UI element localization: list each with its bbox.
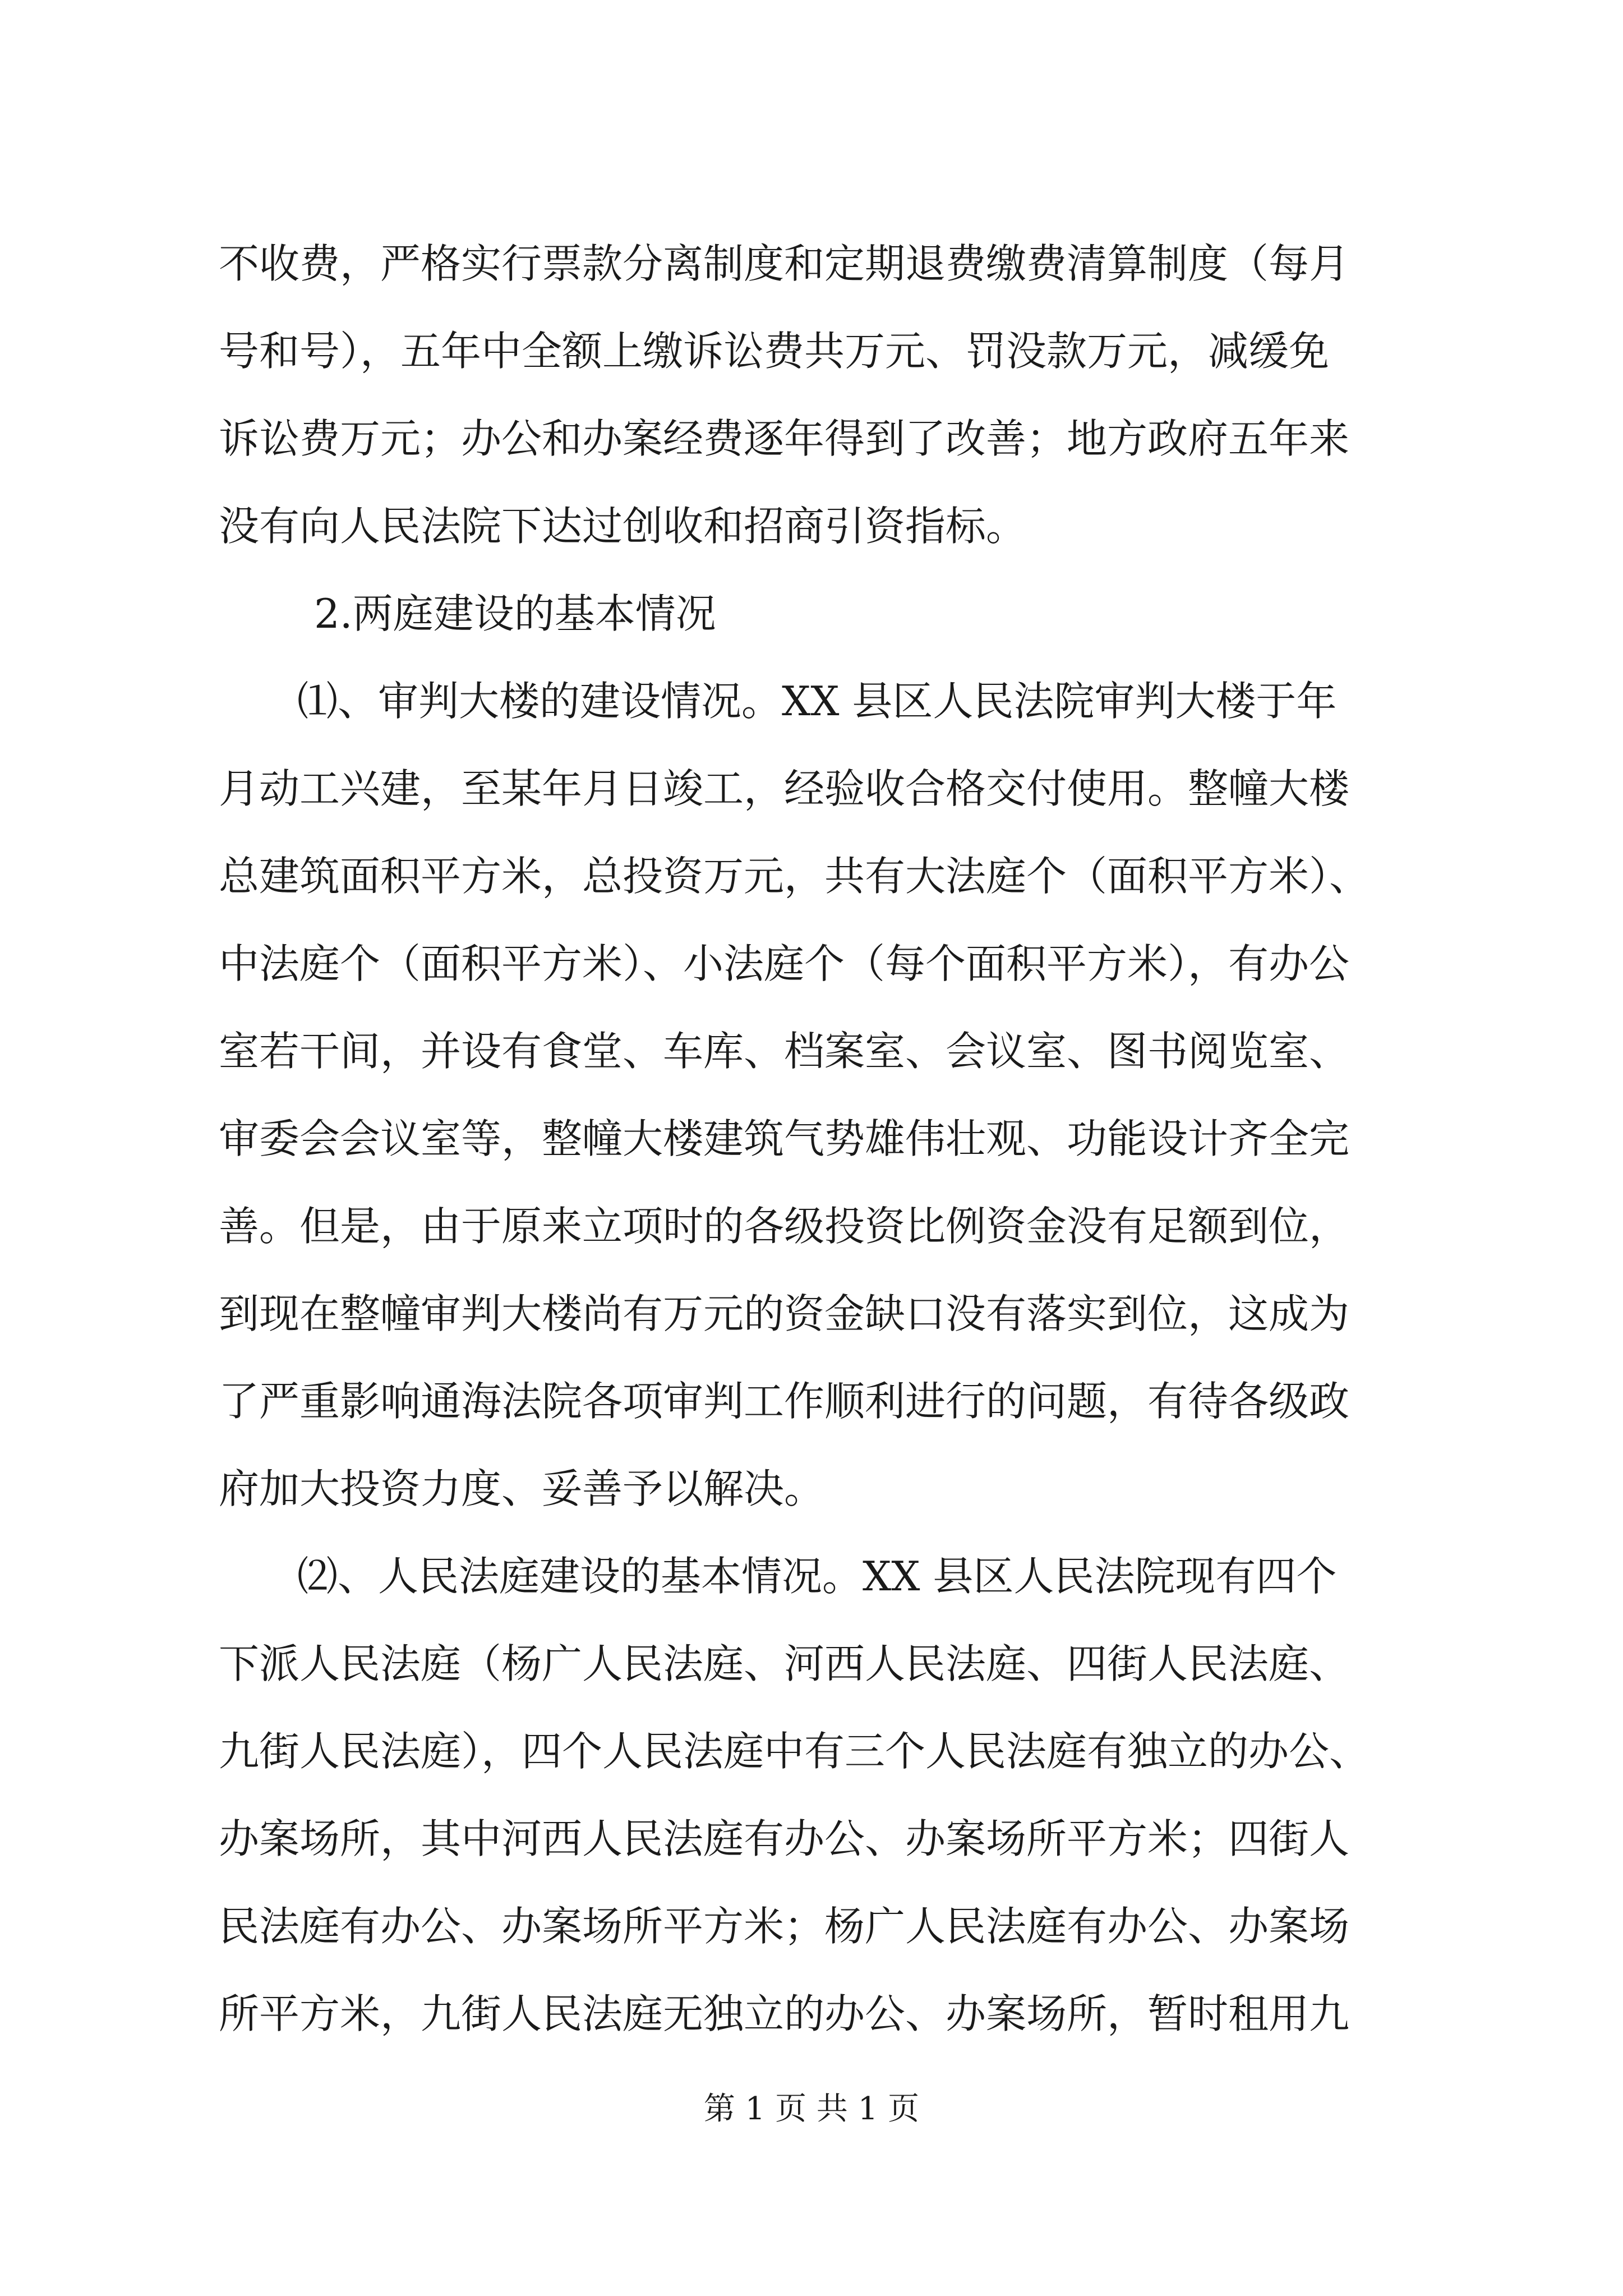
text-line: 没有向人民法院下达过创收和招商引资指标。 bbox=[219, 503, 1027, 550]
section-heading: 2.两庭建设的基本情况 bbox=[314, 590, 716, 637]
text-line: 九街人民法庭），四个人民法庭中有三个人民法庭有独立的办公、 bbox=[219, 1728, 1370, 1775]
page-footer: 第 1 页 共 1 页 bbox=[703, 2091, 920, 2127]
text-line: 所平方米，九街人民法庭无独立的办公、办案场所，暂时租用九 bbox=[219, 1990, 1350, 2037]
text-line: 审委会会议室等，整幢大楼建筑气势雄伟壮观、功能设计齐全完 bbox=[219, 1115, 1350, 1162]
text-line: 办案场所，其中河西人民法庭有办公、办案场所平方米；四街人 bbox=[219, 1815, 1350, 1862]
text-line: 善。但是，由于原来立项时的各级投资比例资金没有足额到位， bbox=[219, 1203, 1350, 1250]
text-line: 不收费，严格实行票款分离制度和定期退费缴费清算制度（每月 bbox=[219, 240, 1350, 287]
text-line: 月动工兴建，至某年月日竣工，经验收合格交付使用。整幢大楼 bbox=[219, 765, 1350, 812]
text-line: 了严重影响通海法院各项审判工作顺利进行的问题，有待各级政 bbox=[219, 1378, 1350, 1425]
text-line: 下派人民法庭（杨广人民法庭、河西人民法庭、四街人民法庭、 bbox=[219, 1640, 1350, 1687]
text-line: 中法庭个（面积平方米）、小法庭个（每个面积平方米），有办公 bbox=[219, 940, 1350, 987]
paragraph-start: ⑵、人民法庭建设的基本情况。XX 县区人民法院现有四个 bbox=[297, 1553, 1337, 1600]
text-line: 诉讼费万元；办公和办案经费逐年得到了改善；地方政府五年来 bbox=[219, 415, 1350, 462]
text-line: 室若干间，并设有食堂、车库、档案室、会议室、图书阅览室、 bbox=[219, 1028, 1350, 1075]
text-line: 总建筑面积平方米，总投资万元，共有大法庭个（面积平方米）、 bbox=[219, 853, 1370, 900]
text-line: 到现在整幢审判大楼尚有万元的资金缺口没有落实到位，这成为 bbox=[219, 1290, 1350, 1337]
text-line: 号和号），五年中全额上缴诉讼费共万元、罚没款万元，减缓免 bbox=[219, 328, 1330, 375]
text-line: 民法庭有办公、办案场所平方米；杨广人民法庭有办公、办案场 bbox=[219, 1903, 1350, 1950]
text-line: 府加大投资力度、妥善予以解决。 bbox=[219, 1465, 825, 1512]
paragraph-start: ⑴、审判大楼的建设情况。XX 县区人民法院审判大楼于年 bbox=[297, 678, 1337, 725]
